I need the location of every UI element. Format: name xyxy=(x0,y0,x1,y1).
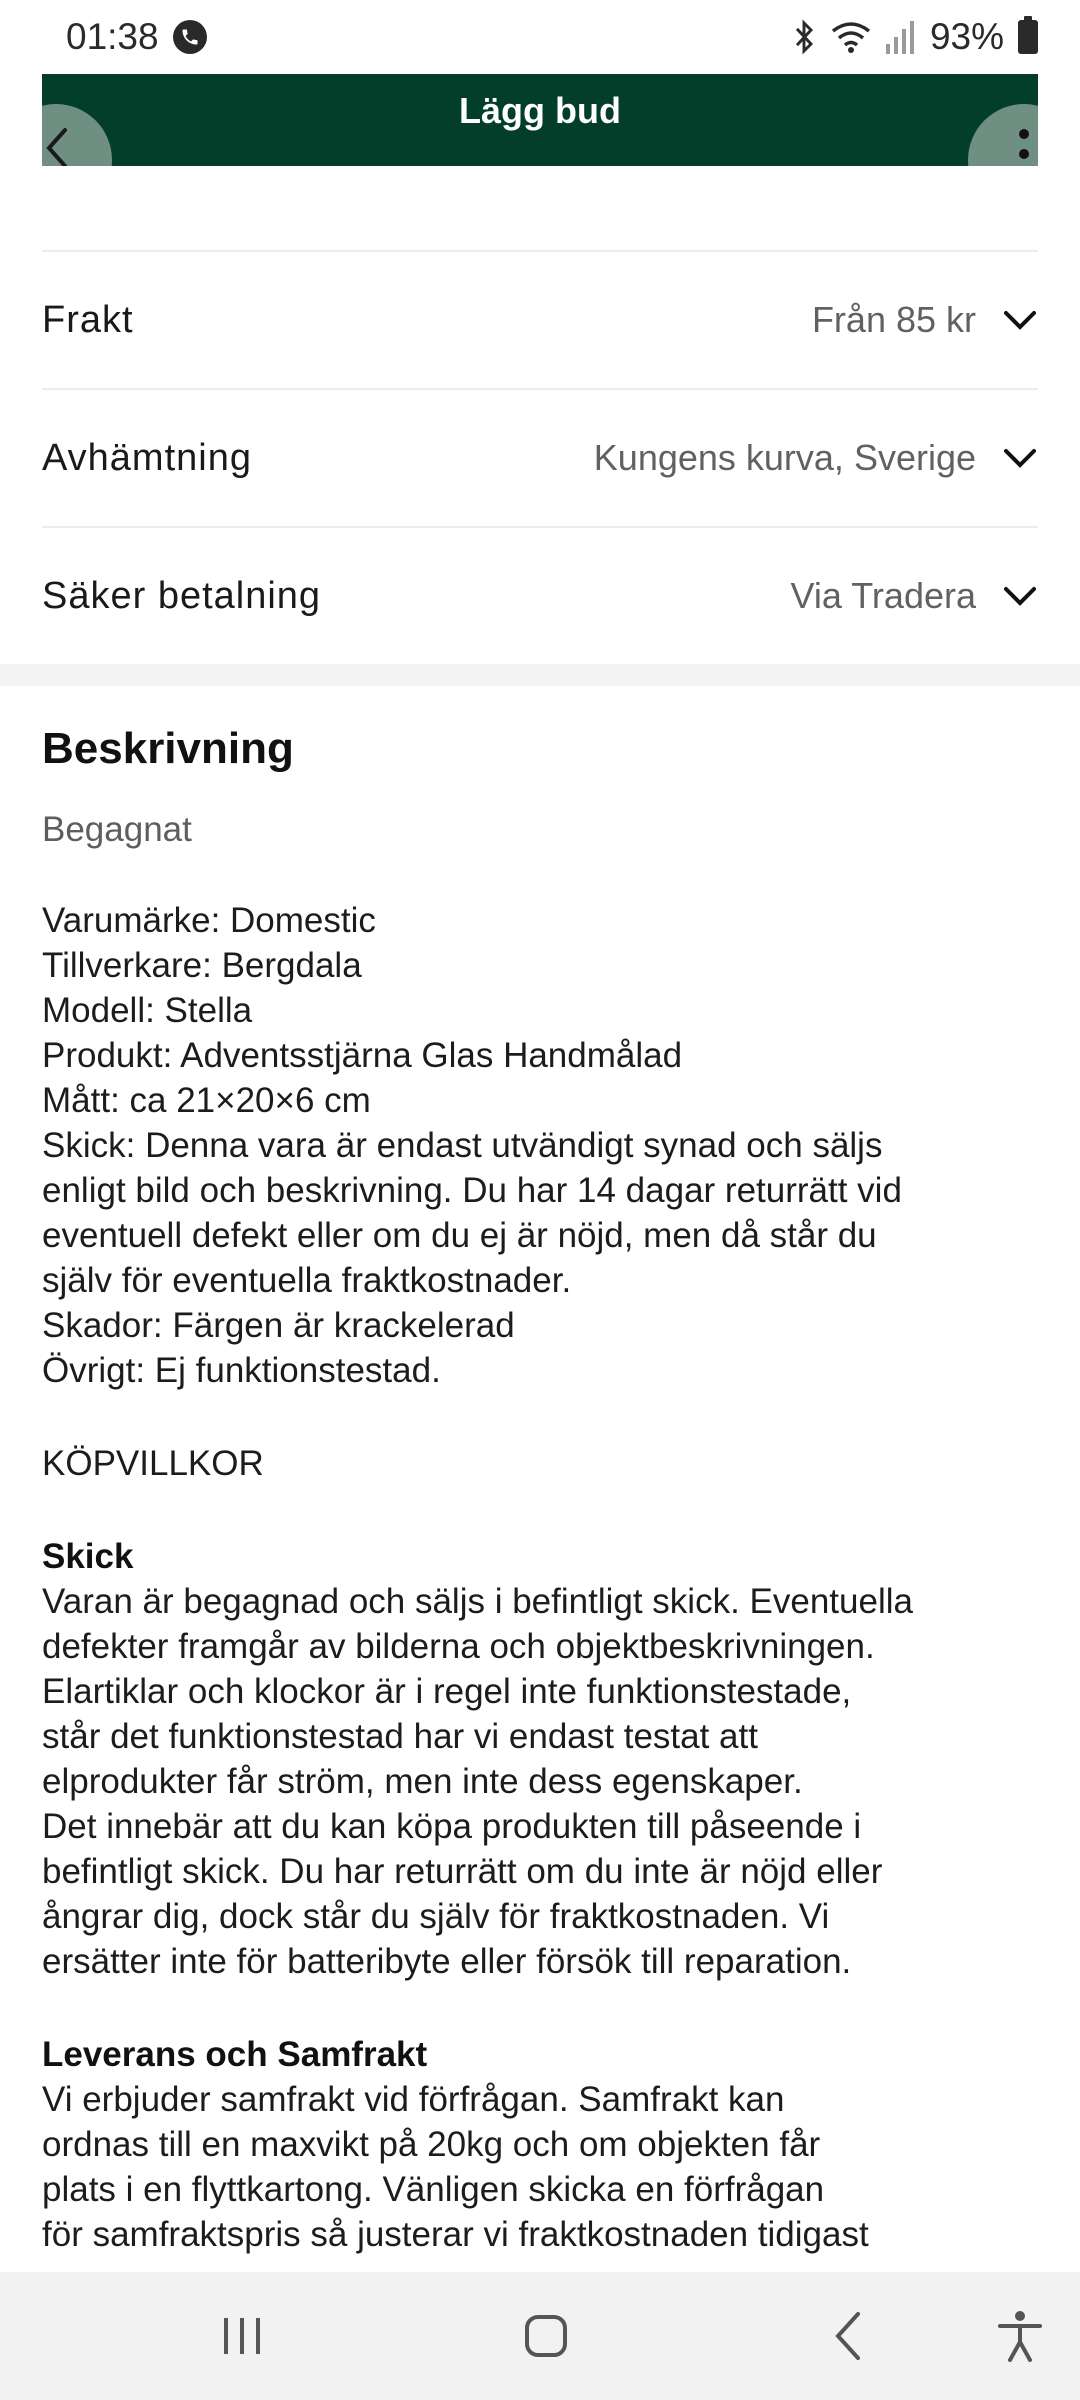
shipping-row[interactable] xyxy=(42,250,1038,388)
skick-line: Det innebär att du kan köpa produkten till påseende i xyxy=(42,1807,862,1846)
detail-line: Övrigt: Ej funktionstestad. xyxy=(42,1351,441,1390)
call-icon xyxy=(173,20,207,54)
back-nav-icon[interactable] xyxy=(820,2306,880,2366)
recent-apps-icon[interactable] xyxy=(212,2306,272,2366)
leverans-line: ordnas till en maxvikt på 20kg och om objekten får xyxy=(42,2125,821,2164)
leverans-line: för samfraktspris så justerar vi fraktkostnaden tidigast xyxy=(42,2215,869,2254)
detail-line: Mått: ca 21×20×6 cm xyxy=(42,1081,371,1120)
detail-line: enligt bild och beskrivning. Du har 14 dagar returrätt vid xyxy=(42,1171,902,1210)
shipping-value: Från 85 kr xyxy=(811,299,976,340)
skick-line: befintligt skick. Du har returrätt om du inte är nöjd eller xyxy=(42,1852,883,1891)
skick-line: ersätter inte för batteribyte eller försök till reparation. xyxy=(42,1942,852,1981)
accessibility-icon[interactable] xyxy=(990,2306,1050,2366)
pickup-value: Kungens kurva, Sverige xyxy=(593,437,976,478)
detail-line: Skick: Denna vara är endast utvändigt synad och säljs xyxy=(42,1126,883,1165)
skick-line: står det funktionstestad har vi endast testat att xyxy=(42,1717,758,1756)
shipping-label: Frakt xyxy=(42,298,134,341)
more-vertical-icon xyxy=(1018,126,1030,166)
skick-line: ångrar dig, dock står du själv för fraktkostnaden. Vi xyxy=(42,1897,830,1936)
status-bar xyxy=(0,0,1080,74)
leverans-line: Vi erbjuder samfrakt vid förfrågan. Samfrakt kan xyxy=(42,2080,785,2119)
detail-line: eventuell defekt eller om du ej är nöjd, men då står du xyxy=(42,1216,877,1255)
leverans-line: plats i en flyttkartong. Vänligen skicka en förfrågan xyxy=(42,2170,825,2209)
battery-icon xyxy=(1018,20,1038,54)
leverans-block xyxy=(42,2032,1042,2257)
bluetooth-icon xyxy=(790,19,818,55)
payment-row[interactable] xyxy=(42,526,1038,664)
detail-line: Modell: Stella xyxy=(42,991,253,1030)
terms-block xyxy=(42,1441,1042,1486)
signal-icon xyxy=(884,20,916,54)
skick-line: elprodukter får ström, men inte dess egenskaper. xyxy=(42,1762,803,1801)
chevron-down-icon xyxy=(1002,440,1038,476)
wifi-icon xyxy=(830,19,872,55)
payment-value: Via Tradera xyxy=(790,575,976,616)
details-block xyxy=(42,898,1042,1393)
detail-line: Tillverkare: Bergdala xyxy=(42,946,362,985)
skick-line: Varan är begagnad och säljs i befintligt skick. Eventuella xyxy=(42,1582,913,1621)
payment-label: Säker betalning xyxy=(42,574,322,617)
skick-line: defekter framgår av bilderna och objektbeskrivningen. xyxy=(42,1627,875,1666)
skick-block xyxy=(42,1534,1042,1984)
condition-text: Begagnat xyxy=(42,810,192,849)
header-bar xyxy=(42,74,1038,166)
section-divider xyxy=(0,664,1080,686)
page-title: Lägg bud xyxy=(459,90,621,131)
system-navigation-bar xyxy=(0,2272,1080,2400)
description-section xyxy=(42,686,1042,2257)
chevron-left-icon xyxy=(42,126,71,166)
leverans-title: Leverans och Samfrakt xyxy=(42,2035,428,2074)
detail-line: själv för eventuella fraktkostnader. xyxy=(42,1261,572,1300)
terms-title: KÖPVILLKOR xyxy=(42,1444,264,1483)
status-time: 01:38 xyxy=(66,16,159,57)
skick-title: Skick xyxy=(42,1537,134,1576)
pickup-label: Avhämtning xyxy=(42,436,252,479)
chevron-down-icon xyxy=(1002,578,1038,614)
detail-line: Skador: Färgen är krackelerad xyxy=(42,1306,515,1345)
chevron-down-icon xyxy=(1002,302,1038,338)
battery-percentage: 93% xyxy=(929,16,1004,57)
pickup-row[interactable] xyxy=(42,388,1038,526)
skick-line: Elartiklar och klockor är i regel inte funktionstestade, xyxy=(42,1672,852,1711)
detail-line: Produkt: Adventsstjärna Glas Handmålad xyxy=(42,1036,683,1075)
detail-line: Varumärke: Domestic xyxy=(42,901,376,940)
description-heading: Beskrivning xyxy=(42,724,294,773)
home-icon[interactable] xyxy=(516,2306,576,2366)
